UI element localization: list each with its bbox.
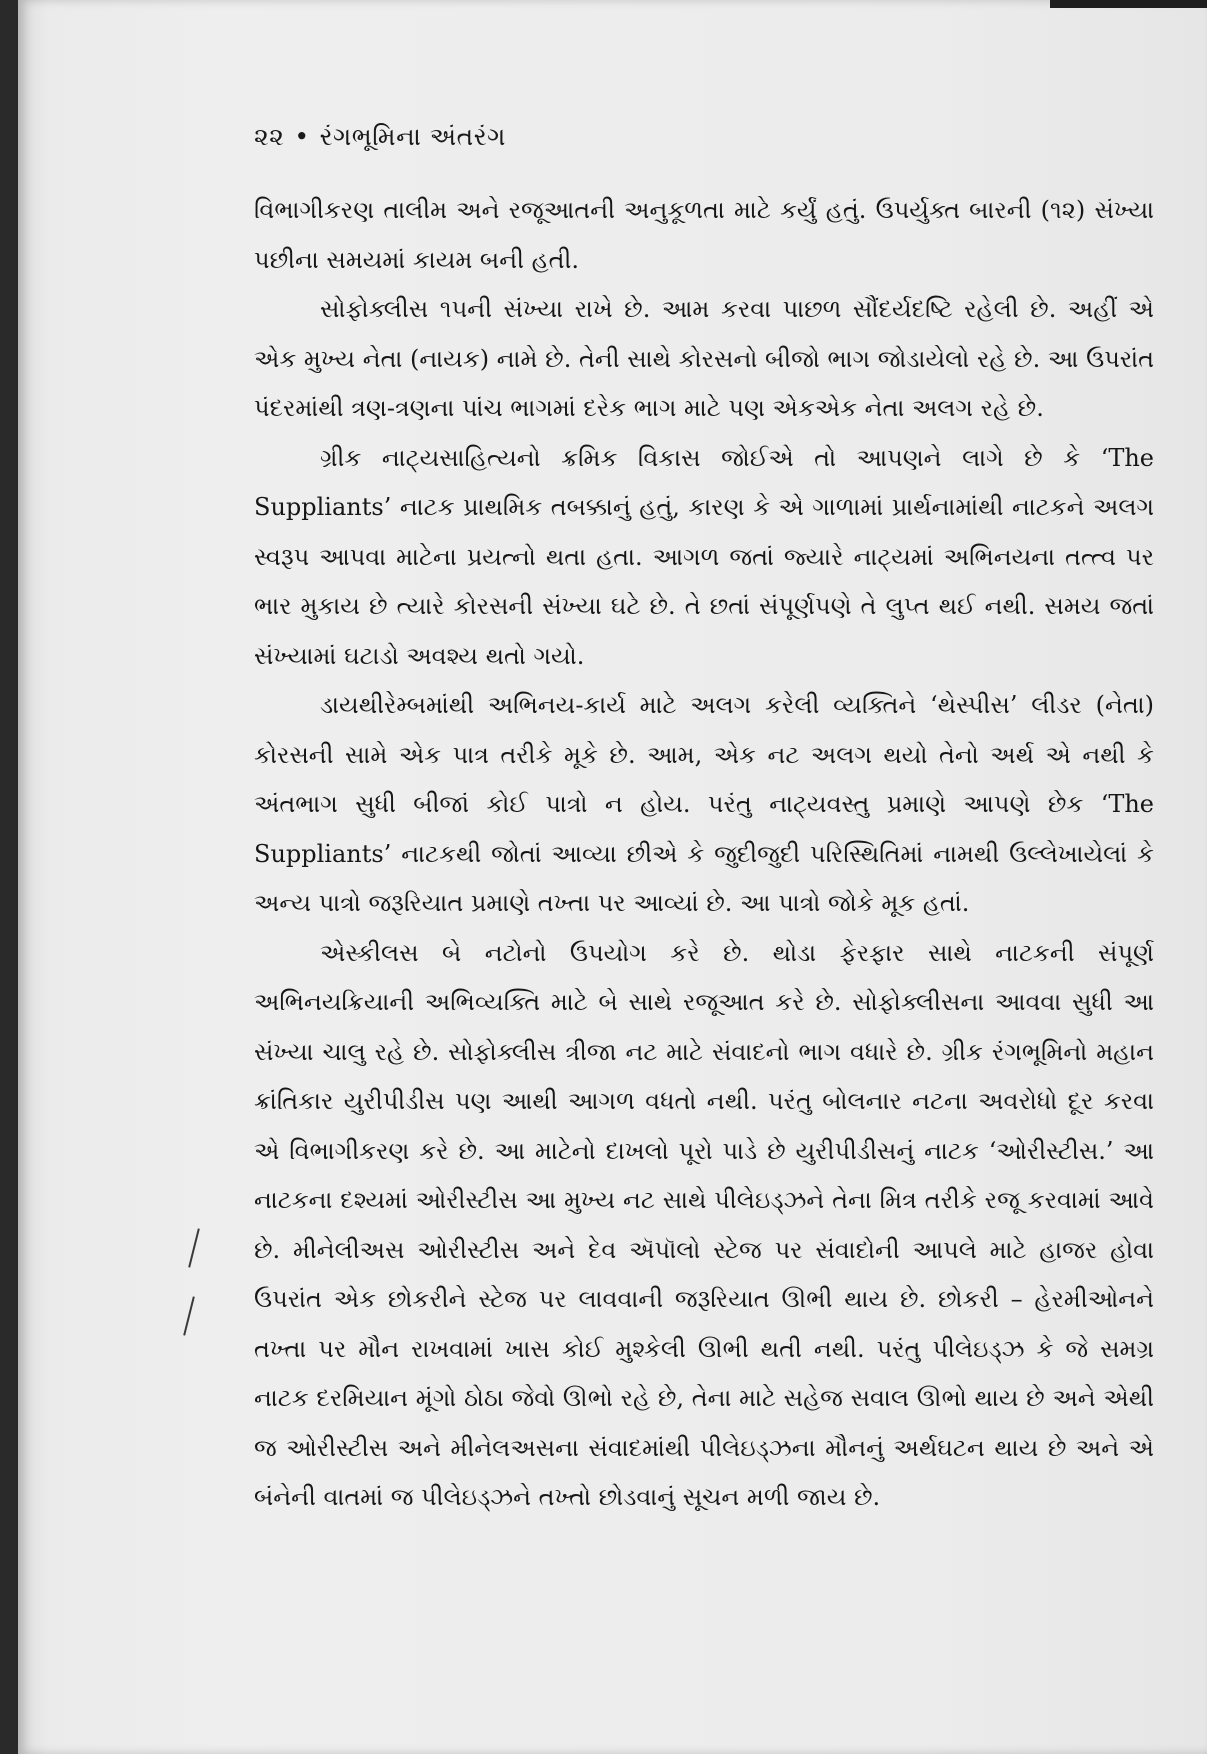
page-number: ૨૨ [254, 122, 285, 151]
pencil-margin-mark [183, 1296, 195, 1335]
header-bullet: • [294, 122, 310, 151]
pencil-margin-mark [188, 1228, 200, 1267]
paragraph: એસ્કીલસ બે નટોનો ઉપયોગ કરે છે. થોડા ફેરફાર સાથે નાટકની સંપૂર્ણ અભિનયક્રિયાની અભિવ્યક્તિ માટે બે સાથે રજૂઆત કરે છે. સોફોક્લીસના આવવા સુધી આ સંખ્યા ચાલુ રહે છે. સોફોક્લીસ ત્રીજા નટ માટે સંવાદનો ભાગ વધારે છે. ગ્રીક રંગભૂમિનો મહાન ક્રાંતિકાર યુરીપીડીસ પણ આથી આગળ વધતો નથી. પરંતુ બોલનાર નટના અવરોધો દૂર કરવા એ વિભાગીકરણ કરે છે. આ માટેનો દાખલો પૂરો પાડે છે યુરીપીડીસનું નાટક ‘ઓરીસ્ટીસ.’ આ નાટકના દશ્યમાં ઓરીસ્ટીસ આ મુખ્ય નટ સાથે પીલેઇડ્ઝને તેના મિત્ર તરીકે રજૂ કરવામાં આવે છે. મીનેલીઅસ ઓરીસ્ટીસ અને દેવ ઍપૉલો સ્ટેજ પર સંવાદોની આપલે માટે હાજર હોવા ઉપરાંત એક છોકરીને સ્ટેજ પર લાવવાની જરૂરિયાત ઊભી થાય છે. છોકરી – હેરમીઓનને તખ્તા પર મૌન રાખવામાં ખાસ કોઈ મુશ્કેલી ઊભી થતી નથી. પરંતુ પીલેઇડ્ઝ કે જે સમગ્ર નાટક દરમિયાન મૂંગો ઠોઠા જેવો ઊભો રહે છે, તેના માટે સહેજ સવાલ ઊભો થાય છે અને એથી જ ઓરીસ્ટીસ અને મીનેલઅસના સંવાદમાંથી પીલેઇડ્ઝના મૌનનું અર્થઘટન થાય છે અને એ બંનેની વાતમાં જ પીલેઇડ્ઝને તખ્તો છોડવાનું સૂચન મળી જાય છે. [254, 938, 1154, 1511]
paragraph: સોફોક્લીસ ૧૫ની સંખ્યા રાખે છે. આમ કરવા પાછળ સૌંદર્યદષ્ટિ રહેલી છે. અહીં એ એક મુખ્ય નેતા (નાયક) નામે છે. તેની સાથે કોરસનો બીજો ભાગ જોડાયેલો રહે છે. આ ઉપરાંત પંદરમાંથી ત્રણ-ત્રણના પાંચ ભાગમાં દરેક ભાગ માટે પણ એકએક નેતા અલગ રહે છે. [254, 295, 1154, 422]
book-title: રંગભૂમિના અંતરંગ [319, 122, 506, 151]
scan-edge-strip [1050, 0, 1207, 8]
running-header [254, 122, 506, 152]
book-page [18, 0, 1207, 1754]
paragraph-continued: વિભાગીકરણ તાલીમ અને રજૂઆતની અનુકૂળતા માટે કર્યું હતું. ઉપર્યુક્ત બારની (૧૨) સંખ્યા પછીના સમયમાં કાયમ બની હતી. [254, 196, 1154, 274]
paragraph: ગ્રીક નાટ્યસાહિત્યનો ક્રમિક વિકાસ જોઈએ તો આપણને લાગે છે કે ‘The Suppliants’ નાટક પ્રાથમિક તબક્કાનું હતું, કારણ કે એ ગાળામાં પ્રાર્થનામાંથી નાટકને અલગ સ્વરૂપ આપવા માટેના પ્રયત્નો થતા હતા. આગળ જતાં જ્યારે નાટ્યમાં અભિનયના તત્ત્વ પર ભાર મુકાય છે ત્યારે કોરસની સંખ્યા ઘટે છે. તે છતાં સંપૂર્ણપણે તે લુપ્ત થઈ નથી. સમય જતાં સંખ્યામાં ઘટાડો અવશ્ય થતો ગયો. [254, 443, 1154, 670]
page-body [254, 186, 1154, 1523]
paragraph: ડાયથીરેમ્બમાંથી અભિનય-કાર્ય માટે અલગ કરેલી વ્યક્તિને ‘થેસ્પીસ’ લીડર (નેતા) કોરસની સામે એક પાત્ર તરીકે મૂકે છે. આમ, એક નટ અલગ થયો તેનો અર્થ એ નથી કે અંતભાગ સુધી બીજાં કોઈ પાત્રો ન હોય. પરંતુ નાટ્યવસ્તુ પ્રમાણે આપણે છેક ‘The Suppliants’ નાટકથી જોતાં આવ્યા છીએ કે જુદીજુદી પરિસ્થિતિમાં નામથી ઉલ્લેખાયેલાં કે અન્ય પાત્રો જરૂરિયાત પ્રમાણે તખ્તા પર આવ્યાં છે. આ પાત્રો જોકે મૂક હતાં. [254, 691, 1154, 917]
